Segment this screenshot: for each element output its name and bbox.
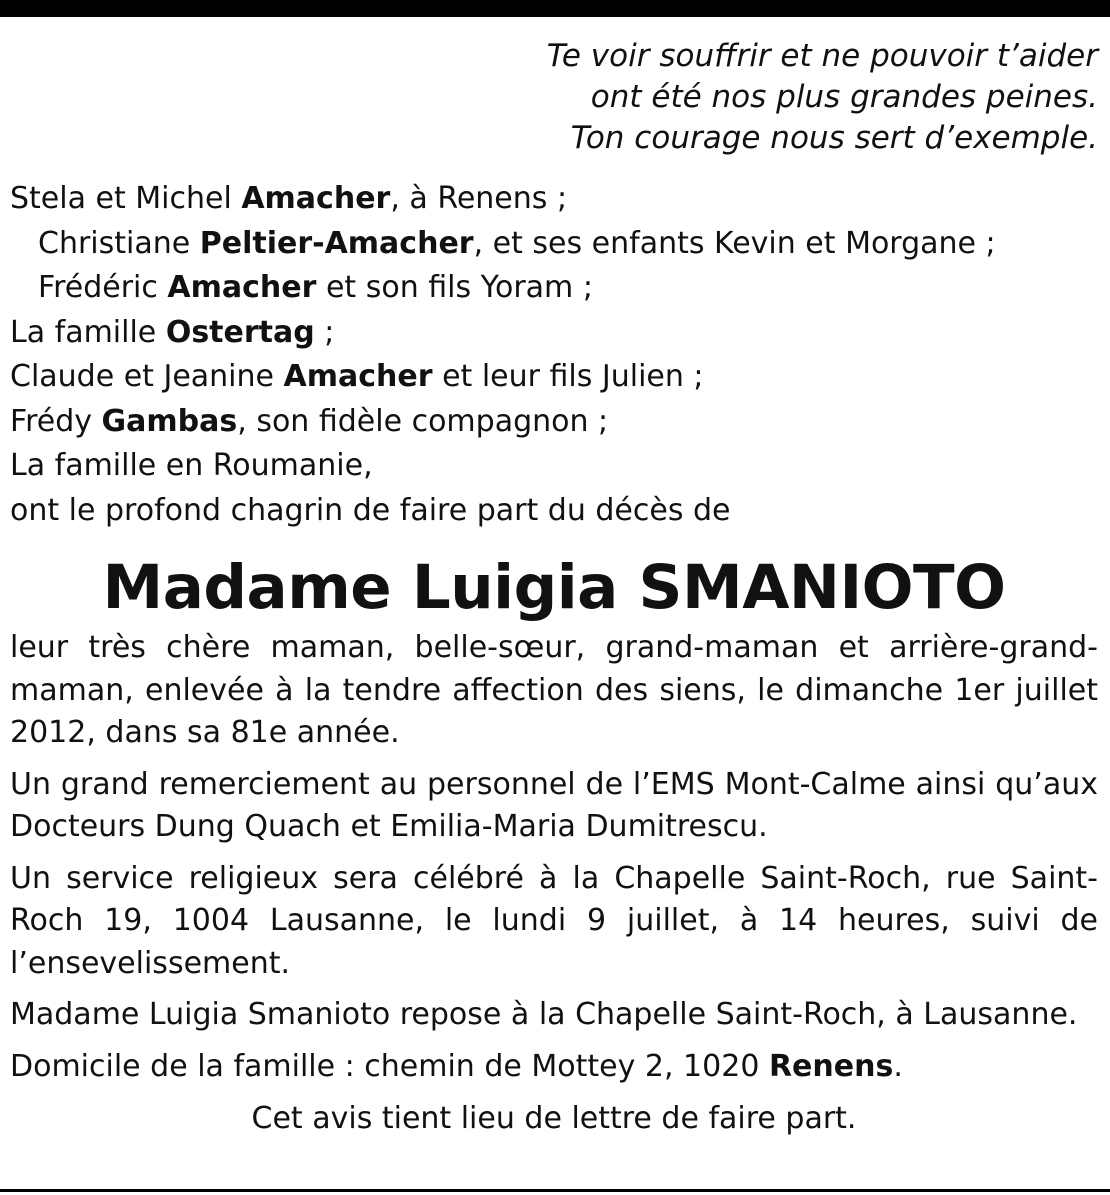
family-line xyxy=(10,355,1098,400)
epigraph xyxy=(10,36,1098,159)
family-text: Claude et Jeanine xyxy=(10,359,284,394)
family-line xyxy=(10,222,1098,267)
family-line: La famille en Roumanie, xyxy=(10,448,373,483)
paragraph-domicile xyxy=(10,1046,1098,1089)
family-line xyxy=(10,177,1098,222)
deceased-name: Madame Luigia SMANIOTO xyxy=(102,552,1006,623)
epigraph-line: Te voir souffrir et ne pouvoir t’aider xyxy=(546,38,1098,74)
closing-note: Cet avis tient lieu de lettre de faire part. xyxy=(251,1101,857,1136)
family-line: ont le profond chagrin de faire part du décès de xyxy=(10,492,731,528)
family-line xyxy=(10,311,1098,356)
family-text: Stela et Michel xyxy=(10,181,242,216)
family-surname: Gambas xyxy=(101,403,238,439)
paragraph-repose: Madame Luigia Smanioto repose à la Chapelle Saint-Roch, à Lausanne. xyxy=(10,997,1078,1032)
family-surname: Amacher xyxy=(283,359,433,394)
top-border-rule xyxy=(0,0,1110,17)
paragraph-thanks: Un grand remerciement au personnel de l’EMS Mont-Calme ainsi qu’aux Docteurs Dung Quach et Emilia-Maria Dumitrescu. xyxy=(10,766,1098,844)
family-text: Frédy xyxy=(10,403,102,439)
family-text: Frédéric xyxy=(38,270,168,305)
family-line xyxy=(10,400,1098,445)
paragraph-relationship: leur très chère maman, belle-sœur, grand-maman et arrière-grand-maman, enlevée à la tendre affection des siens, le dimanche 1er juillet 2012, dans sa 81e année. xyxy=(10,630,1098,750)
family-text: La famille xyxy=(10,314,166,350)
family-list xyxy=(10,177,1098,533)
family-text: , son fidèle compagnon ; xyxy=(237,403,609,439)
obituary-notice xyxy=(10,36,1098,1140)
family-text: , à Renens ; xyxy=(390,181,568,216)
family-text: , et ses enfants Kevin et Morgane ; xyxy=(473,225,996,261)
domicile-text: Domicile de la famille : chemin de Mottey 2, 1020 xyxy=(10,1048,769,1084)
epigraph-line: ont été nos plus grandes peines. xyxy=(590,79,1098,115)
bottom-border-rule xyxy=(0,1189,1110,1192)
family-text: et leur fils Julien ; xyxy=(432,359,704,394)
domicile-town: Renens xyxy=(768,1048,894,1084)
family-surname: Amacher xyxy=(241,181,391,216)
paragraph-service: Un service religieux sera célébré à la Chapelle Saint-Roch, rue Saint-Roch 19, 1004 Lausanne, le lundi 9 juillet, à 14 heures, suivi de l’ensevelissement. xyxy=(10,860,1098,981)
family-text: et son fils Yoram ; xyxy=(316,270,593,305)
epigraph-line: Ton courage nous sert d’exemple. xyxy=(570,120,1098,156)
family-text: ; xyxy=(314,314,335,350)
family-text: Christiane xyxy=(38,225,200,261)
domicile-text: . xyxy=(893,1048,903,1084)
family-surname: Amacher xyxy=(167,270,317,305)
family-surname: Peltier-Amacher xyxy=(199,225,474,261)
family-line xyxy=(10,266,1098,311)
family-surname: Ostertag xyxy=(165,314,315,350)
